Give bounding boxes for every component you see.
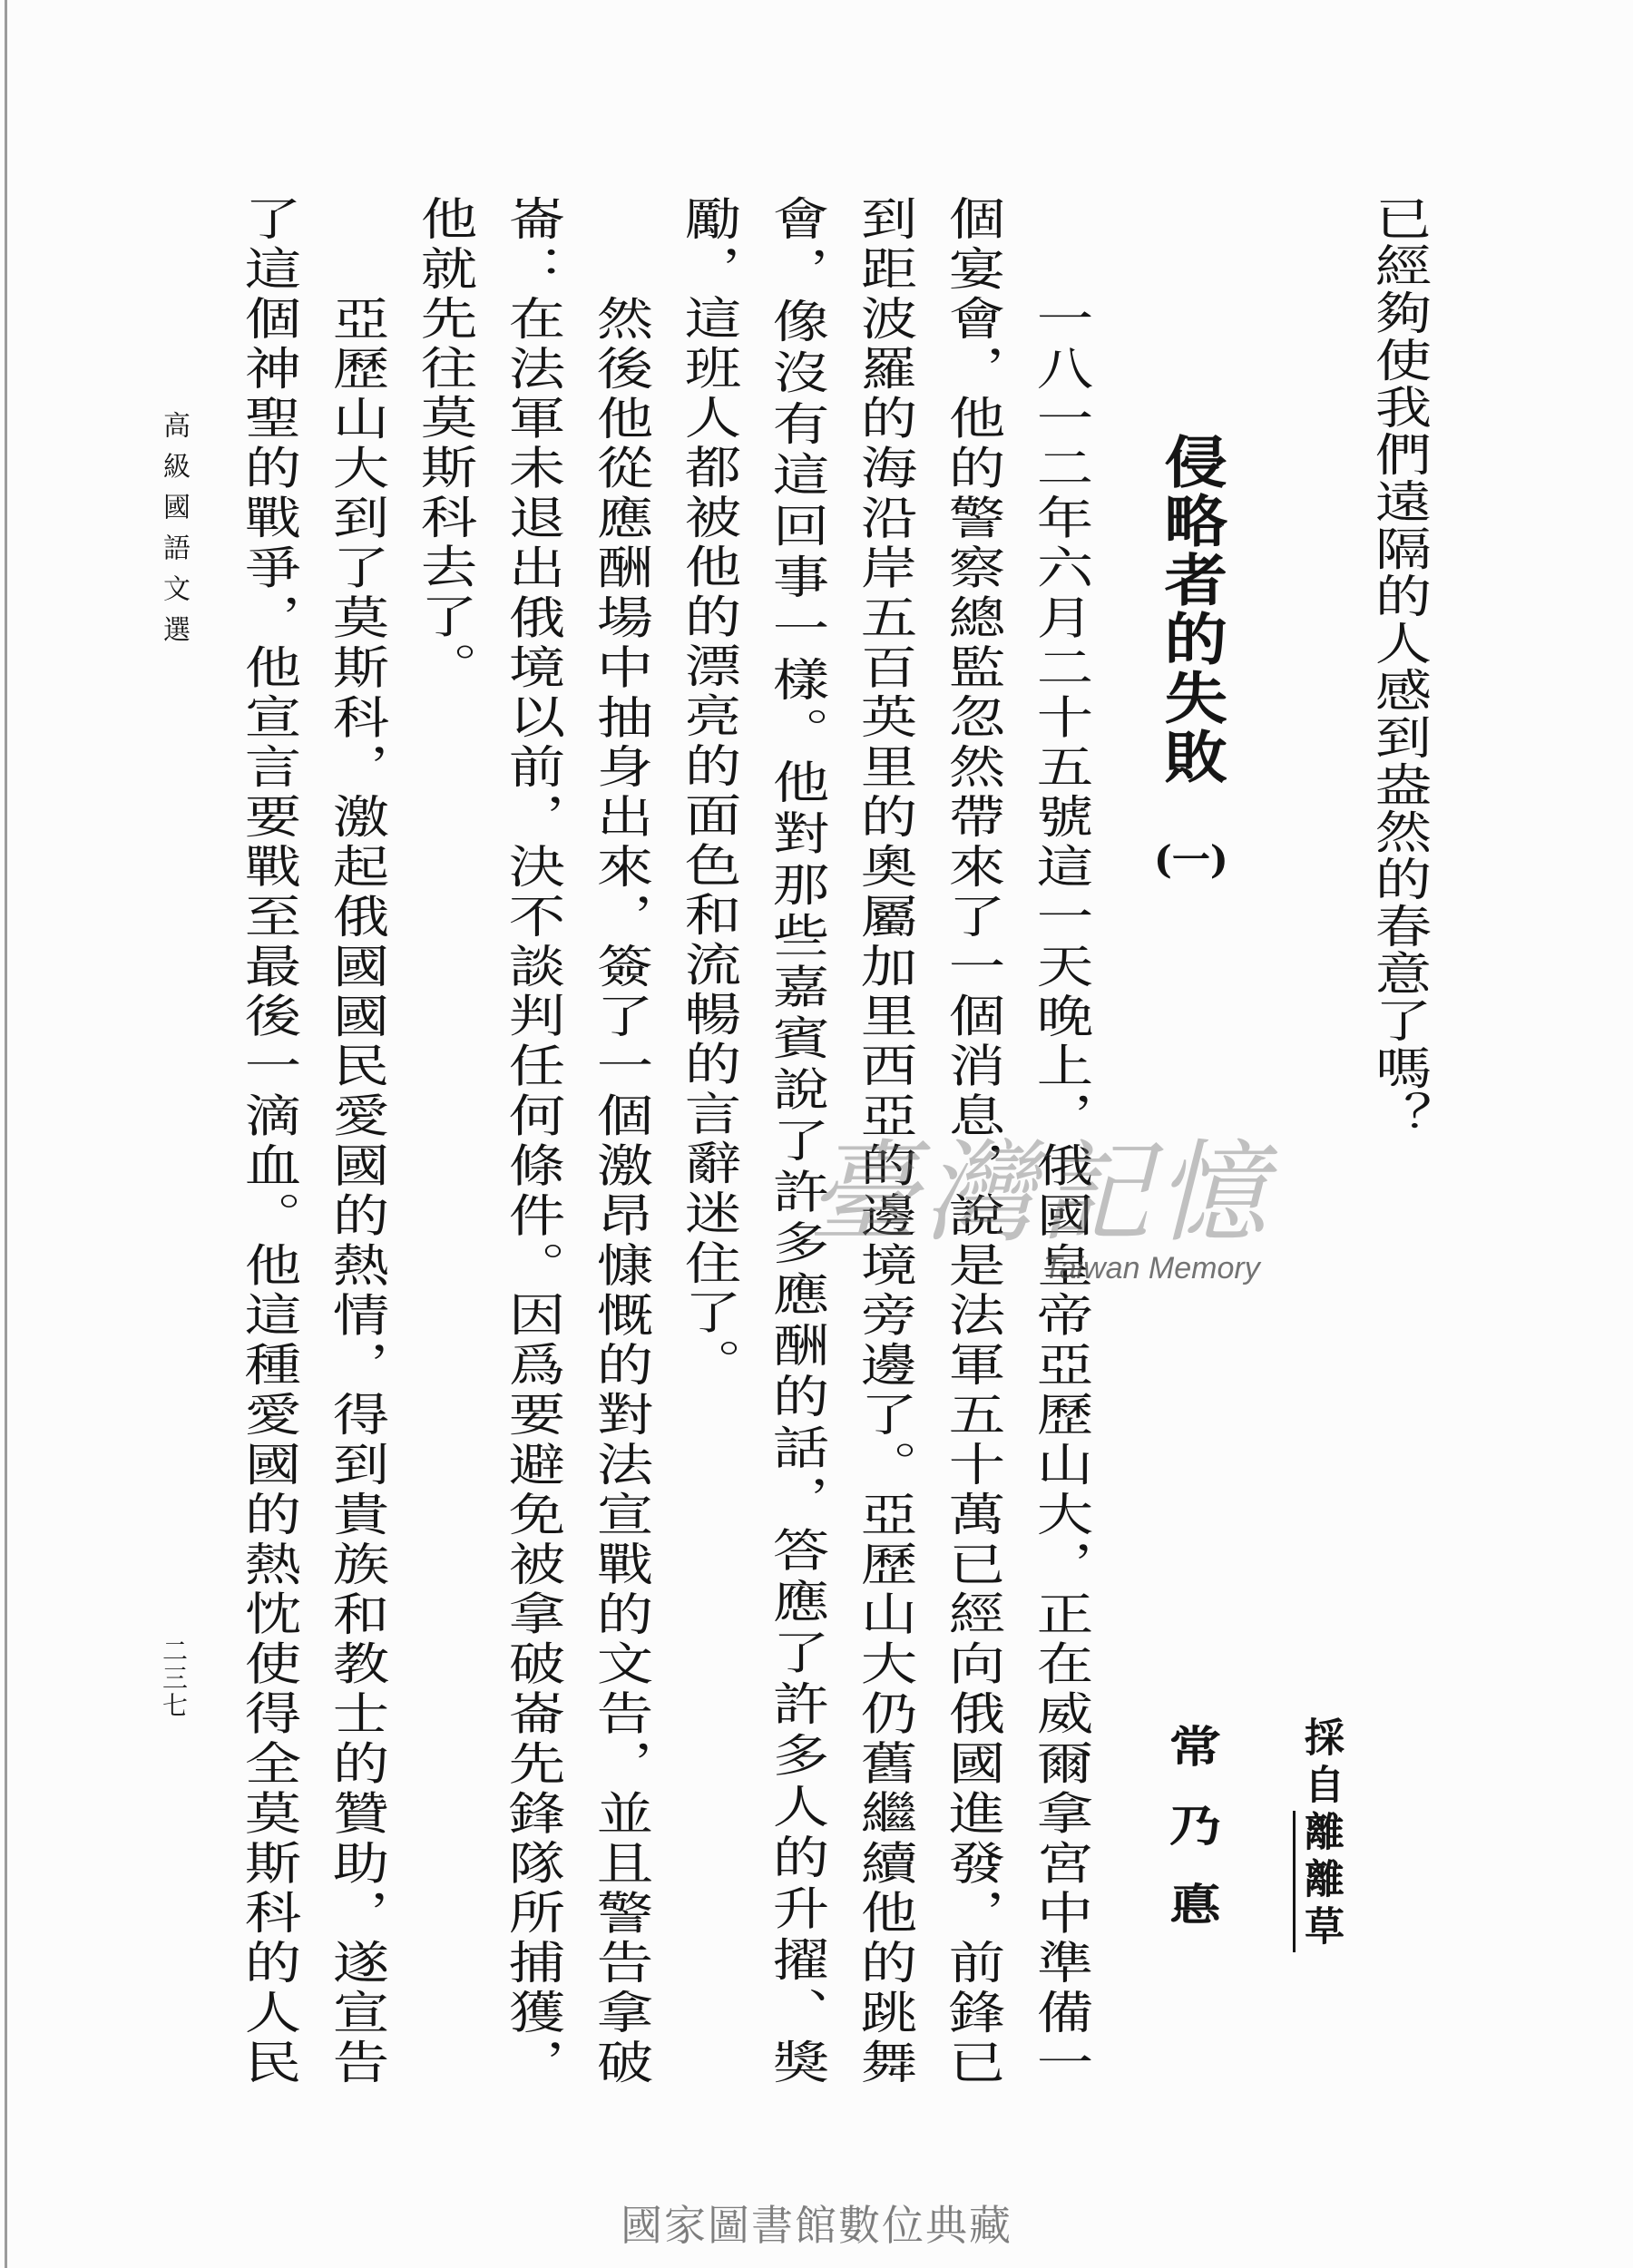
source-book-title: 離離草 bbox=[1293, 1811, 1344, 1952]
part-number: (一) bbox=[1154, 837, 1228, 882]
paragraph-1-line-1: 一八一二年六月二十五號這一天晚上，俄國皇帝亞歷山大，正在威爾拿宮中準備一 bbox=[1027, 295, 1094, 2084]
paragraph-2-line-3: 他就先往莫斯科去了。 bbox=[411, 195, 478, 692]
paragraph-1-line-4: 會，像沒有這回事一樣。他對那些嘉賓說了許多應酬的話，答應了許多人的升擢、獎 bbox=[763, 195, 830, 2084]
running-header: 高級國語文選 bbox=[158, 411, 190, 656]
page-number: 二三七 bbox=[159, 1637, 189, 1719]
paragraph-3-line-2: 了這個神聖的戰爭，他宣言要戰至最後一滴血。他這種愛國的熱忱使得全莫斯科的人民 bbox=[235, 195, 302, 2084]
paragraph-2-line-2: 崙：在法軍未退出俄境以前，決不談判任何條件。因爲要避免被拿破崙先鋒隊所捕獲， bbox=[499, 195, 566, 2084]
paragraph-3-line-1: 亞歷山大到了莫斯科，激起俄國國民愛國的熱情，得到貴族和教士的贊助，遂宣告 bbox=[323, 295, 390, 2084]
watermark-logo-text: 臺灣記憶 bbox=[807, 1129, 1272, 1257]
watermark-logo-subtitle: Taiwan Memory bbox=[1043, 1251, 1260, 1286]
paragraph-2-line-1: 然後他從應酬場中抽身出來，簽了一個激昂慷慨的對法宣戰的文告，並且警告拿破 bbox=[587, 295, 654, 2084]
paragraph-1-line-2: 個宴會，他的警察總監忽然帶來了一個消息，說是法軍五十萬已經向俄國進發，前鋒已 bbox=[939, 195, 1006, 2084]
paragraph-1-line-3: 到距波羅的海沿岸五百英里的奧屬加里西亞的邊境旁邊了。亞歷山大仍舊繼續他的跳舞 bbox=[851, 195, 918, 2084]
article-title: 侵略者的失敗 bbox=[1153, 433, 1228, 787]
collection-footer: 國家圖書館數位典藏 bbox=[621, 2201, 1012, 2250]
page-edge bbox=[5, 0, 7, 2268]
continued-text-line: 已經夠使我們遠隔的人感到盎然的春意了嗎？ bbox=[1365, 195, 1433, 1139]
author-name: 常乃悳 bbox=[1159, 1724, 1221, 1960]
paragraph-1-line-5: 勵，這班人都被他的漂亮的面色和流暢的言辭迷住了。 bbox=[675, 195, 742, 1389]
source-prefix: 採自 bbox=[1297, 1716, 1344, 1811]
source-note bbox=[1288, 1716, 1352, 1952]
